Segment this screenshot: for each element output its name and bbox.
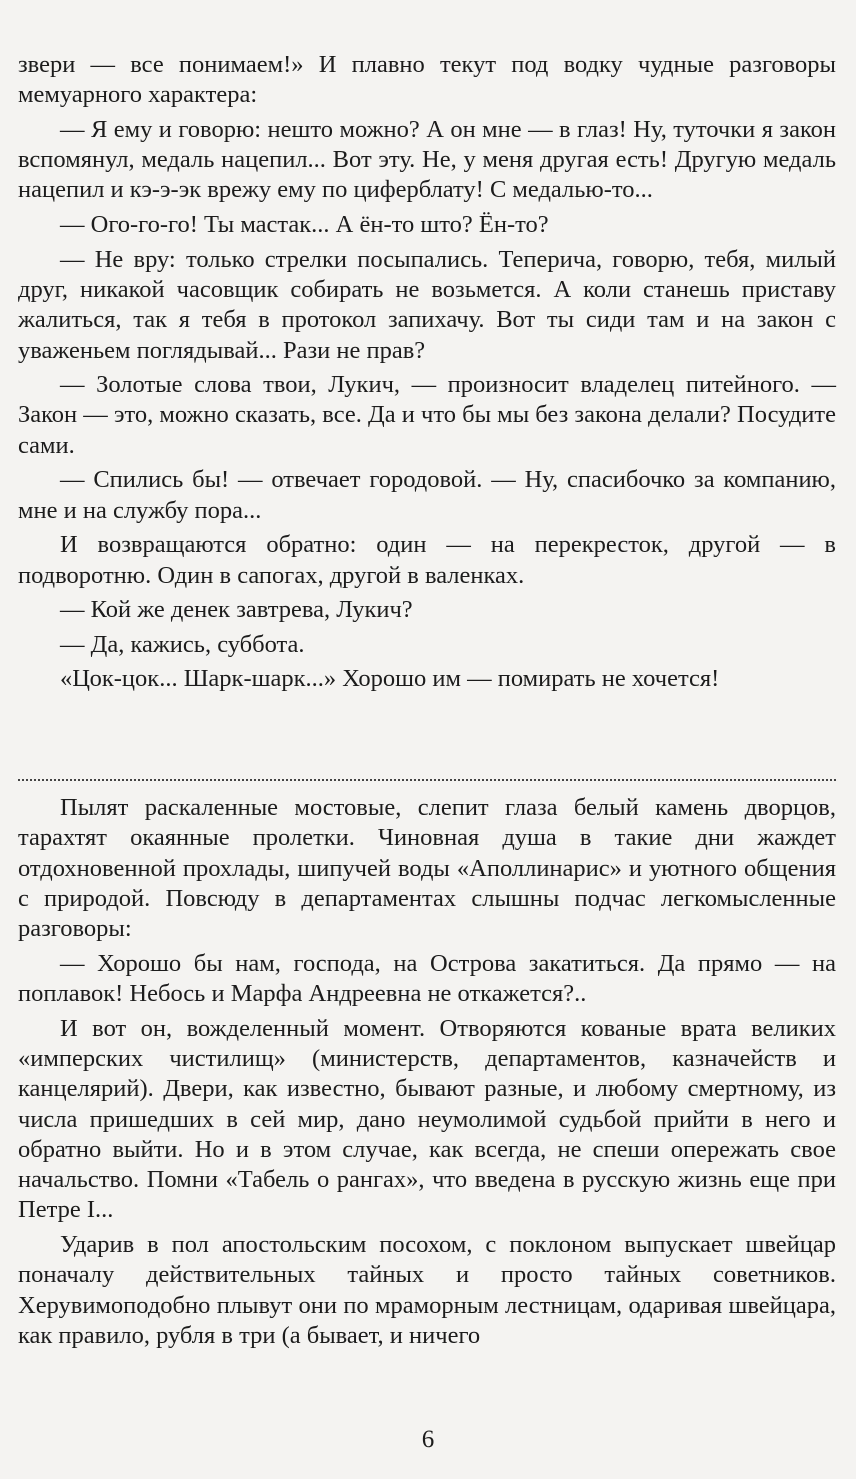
section-2-text bbox=[18, 793, 836, 1356]
paragraph: Ударив в пол апостольским посохом, с поклоном выпускает швейцар поначалу действительных тайных и просто тайных советников. Херувимоподобно плывут они по мраморным лестницам, одаривая швейцара, как правило, рубля в три (а бывает, и ничего bbox=[18, 1231, 836, 1349]
section-1-text bbox=[18, 50, 836, 699]
paragraph: — Ого-го-го! Ты мастак... А ён-то што? Ён-то? bbox=[60, 211, 549, 239]
paragraph: И возвращаются обратно: один — на перекресток, другой — в подворотню. Один в сапогах, другой в валенках. bbox=[18, 531, 836, 589]
section-divider bbox=[18, 779, 836, 781]
page-number: 6 bbox=[421, 1426, 435, 1453]
paragraph: — Кой же денек завтрева, Лукич? bbox=[60, 596, 413, 624]
paragraph: — Я ему и говорю: нешто можно? А он мне — в глаз! Ну, туточки я закон вспомянул, медаль нацепил... Вот эту. Не, у меня другая есть! Другую медаль нацепил и кэ-э-эк врежу ему по циферблату! С медалью-то... bbox=[18, 115, 836, 204]
paragraph: звери — все понимаем!» И плавно текут под водку чудные разговоры мемуарного характера: bbox=[18, 51, 836, 109]
paragraph: — Не вру: только стрелки посыпались. Теперича, говорю, тебя, милый друг, никакой часовщик собирать не возьмется. А коли станешь приставу жалиться, так я тебя в протокол запихачу. Вот ты сиди там и на закон с уваженьем поглядывай... Рази не прав? bbox=[18, 245, 836, 364]
paragraph: Пылят раскаленные мостовые, слепит глаза белый камень дворцов, тарахтят окаянные пролетки. Чиновная душа в такие дни жаждет отдохновенной прохлады, шипучей воды «Аполлинарис» и уютного общения с природой. Повсюду в департаментах слышны подчас легкомысленные разговоры: bbox=[18, 794, 836, 943]
paragraph: — Хорошо бы нам, господа, на Острова закатиться. Да прямо — на поплавок! Небось и Марфа Андреевна не откажется?.. bbox=[18, 949, 836, 1008]
paragraph: — Да, кажись, суббота. bbox=[60, 630, 305, 658]
paragraph: И вот он, вожделенный момент. Отворяются кованые врата великих «имперских чистилищ» (министерств, департаментов, казначейств и канцелярий). Двери, как известно, бывают разные, и любому смертному, из числа пришедших в сей мир, дано неумолимой судьбой прийти в него и обратно выйти. Но и в этом случае, как всегда, не спеши опережать свое начальство. Помни «Табель о рангах», что введена в русскую жизнь еще при Петре I... bbox=[18, 1014, 836, 1224]
paragraph: — Золотые слова твои, Лукич, — произносит владелец питейного. — Закон — это, можно сказать, все. Да и что бы мы без закона делали? Посудите сами. bbox=[18, 371, 836, 459]
paragraph: «Цок-цок... Шарк-шарк...» Хорошо им — помирать не хочется! bbox=[60, 665, 720, 693]
paragraph: — Спились бы! — отвечает городовой. — Ну, спасибочко за компанию, мне и на службу пора... bbox=[18, 466, 836, 524]
